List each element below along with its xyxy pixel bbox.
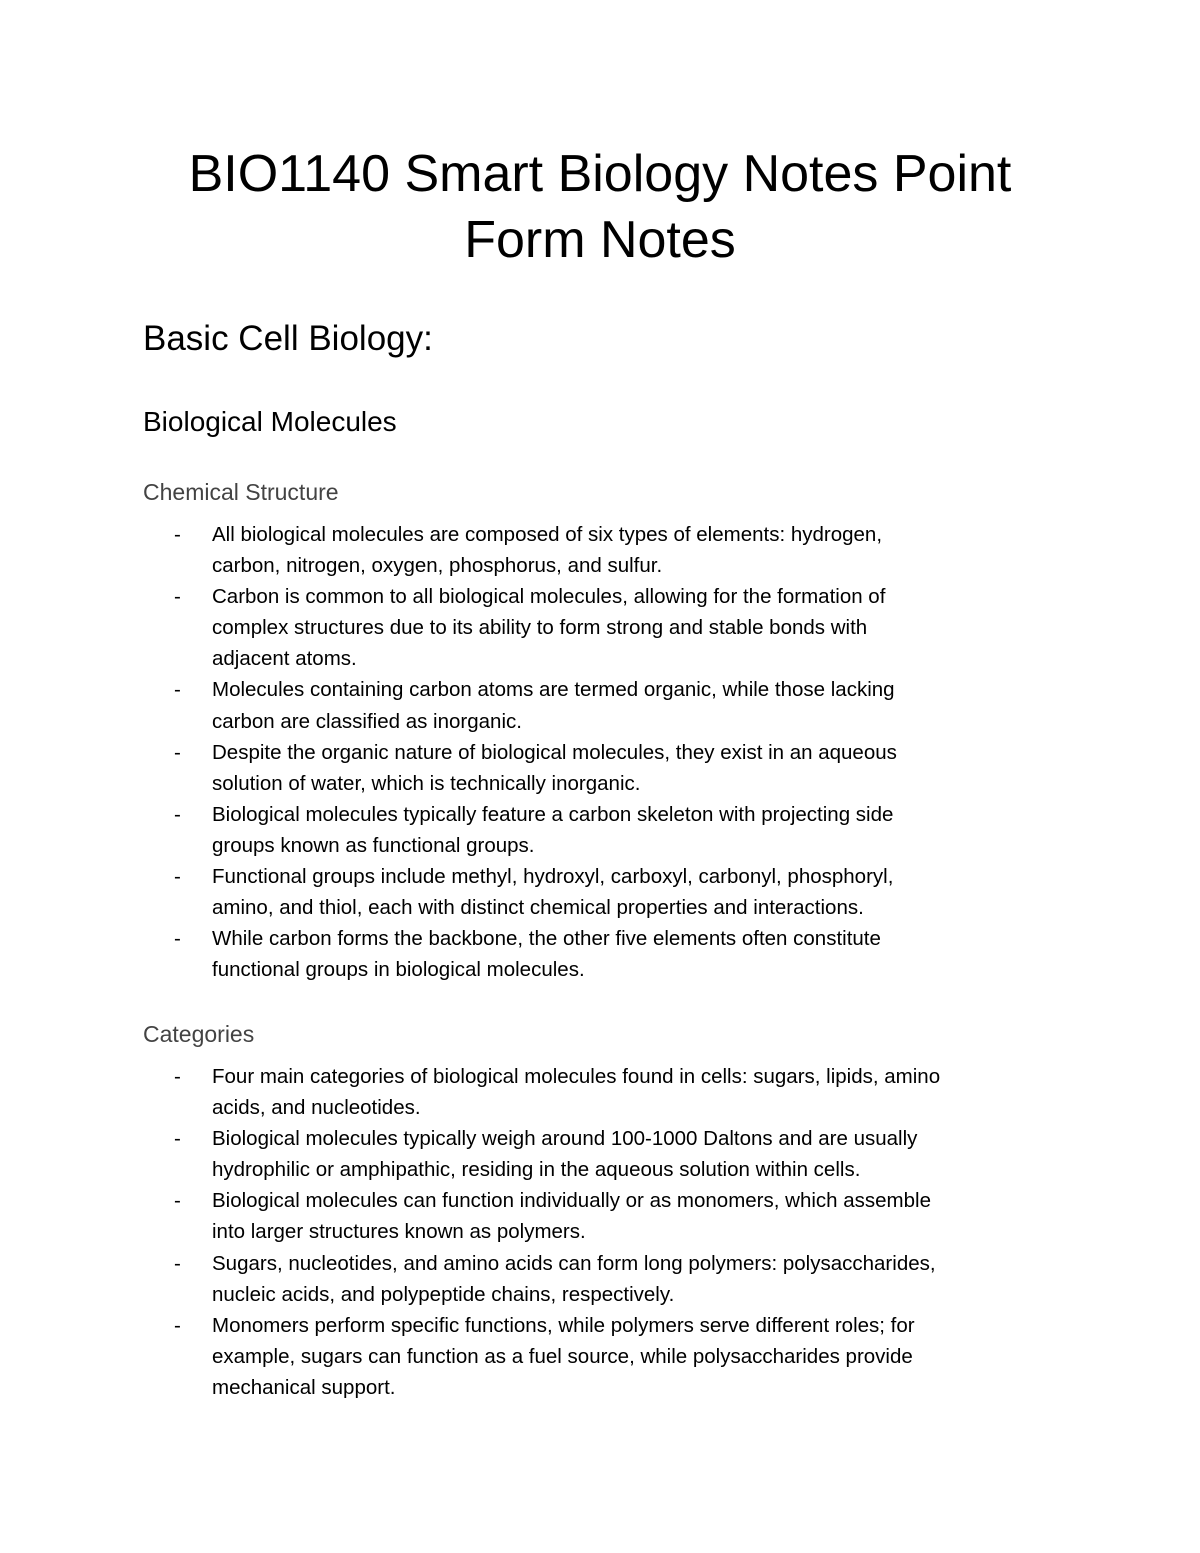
bullet-text-line: Monomers perform specific functions, while polymers serve different roles; for bbox=[212, 1313, 915, 1337]
bullet-text-line: hydrophilic or amphipathic, residing in the aqueous solution within cells. bbox=[212, 1158, 861, 1182]
document-title-line-2: Form Notes bbox=[464, 211, 736, 269]
subsection-heading: Biological Molecules bbox=[143, 406, 397, 437]
bullet-item bbox=[143, 1185, 1063, 1247]
bullet-dash: - bbox=[174, 678, 181, 702]
bullet-text-line: carbon are classified as inorganic. bbox=[212, 709, 522, 733]
bullet-dash: - bbox=[174, 1251, 181, 1275]
bullet-item bbox=[143, 861, 1063, 923]
bullet-text-line: Despite the organic nature of biological molecules, they exist in an aqueous bbox=[212, 740, 897, 764]
bullet-text-line: Biological molecules typically weigh around 100-1000 Daltons and are usually bbox=[212, 1127, 918, 1151]
bullet-text-line: mechanical support. bbox=[212, 1375, 396, 1399]
categories-list bbox=[143, 1061, 1063, 1403]
bullet-dash: - bbox=[174, 523, 181, 546]
bullet-text-line: functional groups in biological molecules. bbox=[212, 958, 585, 982]
bullet-item bbox=[143, 737, 1063, 799]
bullet-item bbox=[143, 1248, 1063, 1310]
bullet-text-line: All biological molecules are composed of six types of elements: hydrogen, bbox=[212, 523, 883, 546]
bullet-dash: - bbox=[174, 1065, 181, 1088]
categories-heading: Categories bbox=[143, 1021, 255, 1047]
bullet-text-line: nucleic acids, and polypeptide chains, respectively. bbox=[212, 1282, 675, 1306]
bullet-text-line: complex structures due to its ability to form strong and stable bonds with bbox=[212, 616, 868, 640]
bullet-dash: - bbox=[174, 1127, 181, 1151]
chemical-structure-list bbox=[143, 519, 1063, 985]
bullet-text-line: example, sugars can function as a fuel source, while polysaccharides provide bbox=[212, 1344, 913, 1368]
bullet-item bbox=[143, 519, 1063, 581]
bullet-text-line: Biological molecules typically feature a carbon skeleton with projecting side bbox=[212, 802, 894, 826]
bullet-text-line: Biological molecules can function individually or as monomers, which assemble bbox=[212, 1189, 931, 1213]
bullet-text-line: While carbon forms the backbone, the other five elements often constitute bbox=[212, 927, 881, 951]
bullet-text-line: acids, and nucleotides. bbox=[212, 1096, 421, 1120]
bullet-dash: - bbox=[174, 585, 181, 609]
chemical-structure-heading: Chemical Structure bbox=[143, 479, 339, 505]
bullet-dash: - bbox=[174, 1313, 181, 1337]
bullet-text-line: adjacent atoms. bbox=[212, 647, 357, 671]
document-title-line-1: BIO1140 Smart Biology Notes Point bbox=[188, 145, 1012, 203]
bullet-dash: - bbox=[174, 1189, 181, 1213]
bullet-text-line: amino, and thiol, each with distinct chemical properties and interactions. bbox=[212, 896, 864, 920]
bullet-dash: - bbox=[174, 740, 181, 764]
bullet-text-line: Carbon is common to all biological molecules, allowing for the formation of bbox=[212, 585, 886, 609]
bullet-text-line: into larger structures known as polymers. bbox=[212, 1220, 586, 1244]
bullet-item bbox=[143, 674, 1063, 736]
bullet-item bbox=[143, 1310, 1063, 1403]
bullet-text-line: Functional groups include methyl, hydroxyl, carboxyl, carbonyl, phosphoryl, bbox=[212, 865, 894, 889]
bullet-text-line: Sugars, nucleotides, and amino acids can form long polymers: polysaccharides, bbox=[212, 1251, 936, 1275]
bullet-text-line: groups known as functional groups. bbox=[212, 833, 535, 857]
bullet-text-line: Molecules containing carbon atoms are termed organic, while those lacking bbox=[212, 678, 895, 702]
bullet-item bbox=[143, 1123, 1063, 1185]
bullet-dash: - bbox=[174, 802, 181, 826]
bullet-text-line: solution of water, which is technically inorganic. bbox=[212, 771, 641, 795]
bullet-item bbox=[143, 1061, 1063, 1123]
bullet-dash: - bbox=[174, 927, 181, 951]
bullet-text-line: Four main categories of biological molecules found in cells: sugars, lipids, amino bbox=[212, 1065, 941, 1088]
bullet-item bbox=[143, 799, 1063, 861]
bullet-item bbox=[143, 923, 1063, 985]
bullet-item bbox=[143, 581, 1063, 674]
bullet-text-line: carbon, nitrogen, oxygen, phosphorus, and sulfur. bbox=[212, 554, 663, 578]
bullet-dash: - bbox=[174, 865, 181, 889]
section-heading: Basic Cell Biology: bbox=[143, 319, 433, 358]
